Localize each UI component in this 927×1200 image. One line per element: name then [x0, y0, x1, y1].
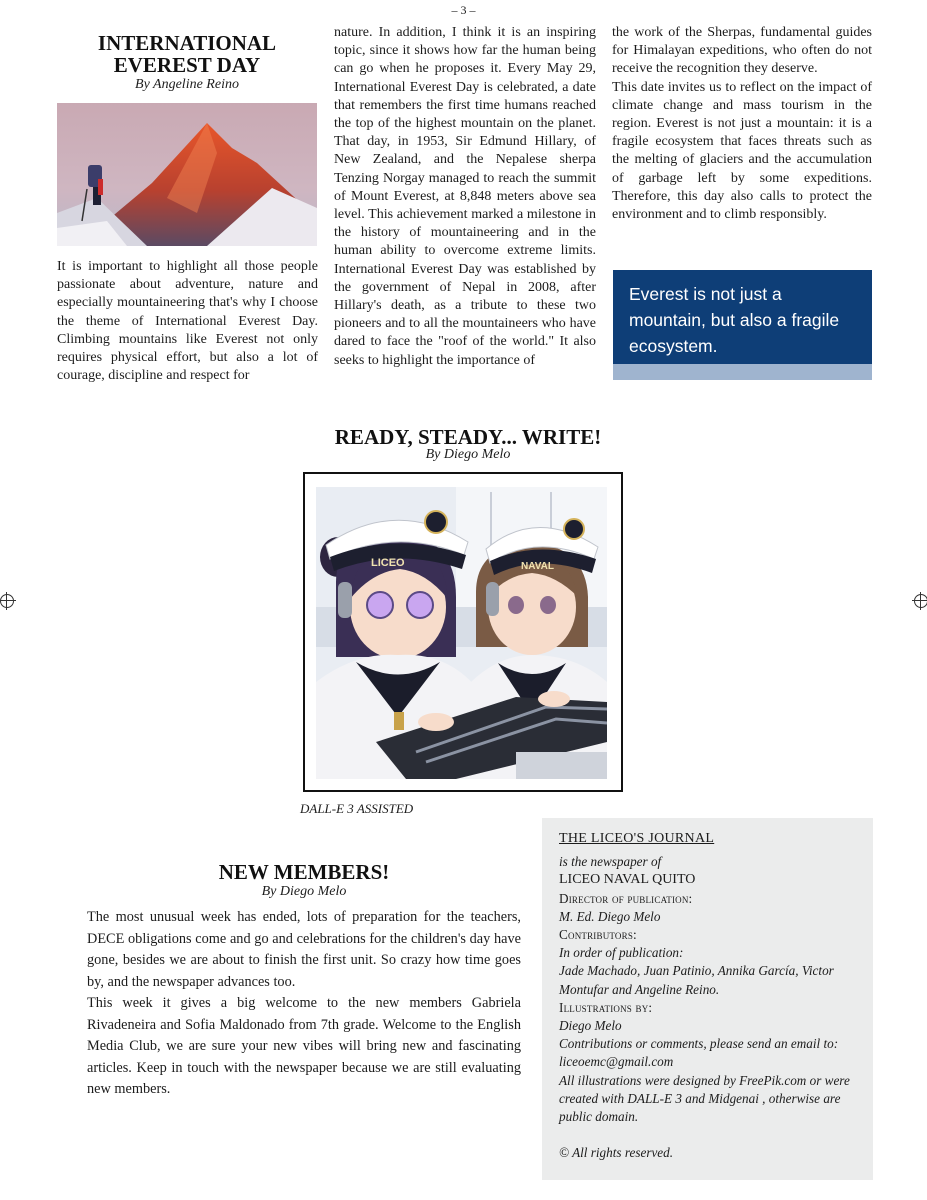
members-body — [87, 907, 521, 1101]
director-label: Director of publication: — [559, 890, 693, 906]
ready-byline: By Diego Melo — [425, 447, 511, 462]
everest-column-3 — [612, 24, 872, 224]
everest-paragraph-1: It is important to highlight all those people passionate about adventure, nature and especially mountaineering that's why I choose the theme of International Everest Day. Climbing mountains like Everest not only requires physical effort, but also a lot of courage, discipline and respect for — [57, 259, 318, 384]
everest-byline: By Angeline Reino — [135, 77, 239, 92]
everest-column-1 — [57, 258, 318, 385]
members-paragraph-1: The most unusual week has ended, lots of preparation for the teachers, DECE obligations come and go and celebrations for the children's day have gone, besides we are about to finish the first unit. So crazy how time goes by, and the newspaper advances too. — [87, 909, 521, 990]
registration-mark-left — [0, 594, 14, 608]
pull-quote-box — [613, 270, 872, 380]
pull-quote-panel — [613, 270, 872, 364]
registration-mark-right — [914, 594, 927, 608]
sailor-girls-illustration — [316, 487, 607, 779]
members-paragraph-2: This week it gives a big welcome to the new members Gabriela Rivadeneira and Sofia Maldonado from 7th grade. Welcome to the English Media Club, we are sure your new vibes will bring new and fascinating articles. Keep in touch with the newspaper because we are still evaluating new members. — [87, 995, 521, 1097]
contributors-list: Jade Machado, Juan Patinio, Annika García, Victor Montufar and Angeline Reino. — [559, 963, 834, 997]
hat-label-right: NAVAL — [521, 561, 554, 572]
everest-paragraph-4: This date invites us to reflect on the impact of climate change and mass tourism in the region. Everest is not just a mountain: it is a fragile ecosystem that faces threats such as the melting of glaciers and the accumulation of garbage left by some expeditions. Therefore, this day also calls to protect the environment and to climb responsibly. — [612, 79, 872, 223]
masthead-school: LICEO NAVAL QUITO — [559, 872, 696, 888]
page-number: – 3 – — [451, 3, 476, 17]
masthead-subtitle: is the newspaper of — [559, 854, 662, 870]
rights-text: © All rights reserved. — [559, 1145, 674, 1161]
members-byline: By Diego Melo — [261, 884, 347, 899]
pull-quote-text: Everest is not just a mountain, but also a fragile ecosystem. — [629, 284, 840, 356]
everest-title: INTERNATIONAL EVEREST DAY — [97, 31, 277, 77]
masthead-box — [542, 818, 873, 1180]
contact-email[interactable]: liceoemc@gmail.com — [559, 1054, 674, 1070]
members-title: NEW MEMBERS! — [218, 860, 390, 884]
ready-title: READY, STEADY... WRITE! — [334, 425, 602, 449]
illustrations-label: Illustrations by: — [559, 999, 653, 1015]
masthead-heading: THE LICEO'S JOURNAL — [559, 831, 715, 846]
everest-column-2 — [334, 24, 596, 370]
everest-photo — [57, 103, 317, 246]
director-name: M. Ed. Diego Melo — [559, 908, 661, 924]
contact-text: Contributions or comments, please send an email to: — [559, 1036, 839, 1052]
everest-paragraph-2: nature. In addition, I think it is an inspiring topic, since it shows how far the human being can go when he proposes it. Every May 29, International Everest Day is celebrated, a date that remembers the first time humans reached the top of the highest mountain on the planet. That day, in 1953, Sir Edmund Hillary, of New Zealand, and the Nepalese sherpa Tenzing Norgay managed to reach the summit of Mount Everest, at 8,848 meters above sea level. This achievement marked a milestone in the history of mountaineering and in the human ability to overcome extreme limits. International Everest Day was established by the government of Nepal in 2008, after Hillary's death, as a tribute to these two pioneers and to all the mountaineers who have dared to face the "roof of the world." It also seeks to highlight the importance of — [334, 25, 596, 368]
credits-text: All illustrations were designed by FreePik.com or were created with DALL-E 3 and Midgenai , otherwise are public domain. — [559, 1072, 850, 1125]
everest-paragraph-3: the work of the Sherpas, fundamental guides for Himalayan expeditions, who often do not receive the recognition they deserve. — [612, 25, 872, 77]
contributors-order-label: In order of publication: — [559, 945, 684, 961]
contributors-label: Contributors: — [559, 927, 637, 943]
illustrator-name: Diego Melo — [559, 1018, 622, 1034]
illustration-caption: DALL-E 3 ASSISTED — [300, 801, 414, 816]
hat-label-left: LICEO — [371, 557, 405, 569]
